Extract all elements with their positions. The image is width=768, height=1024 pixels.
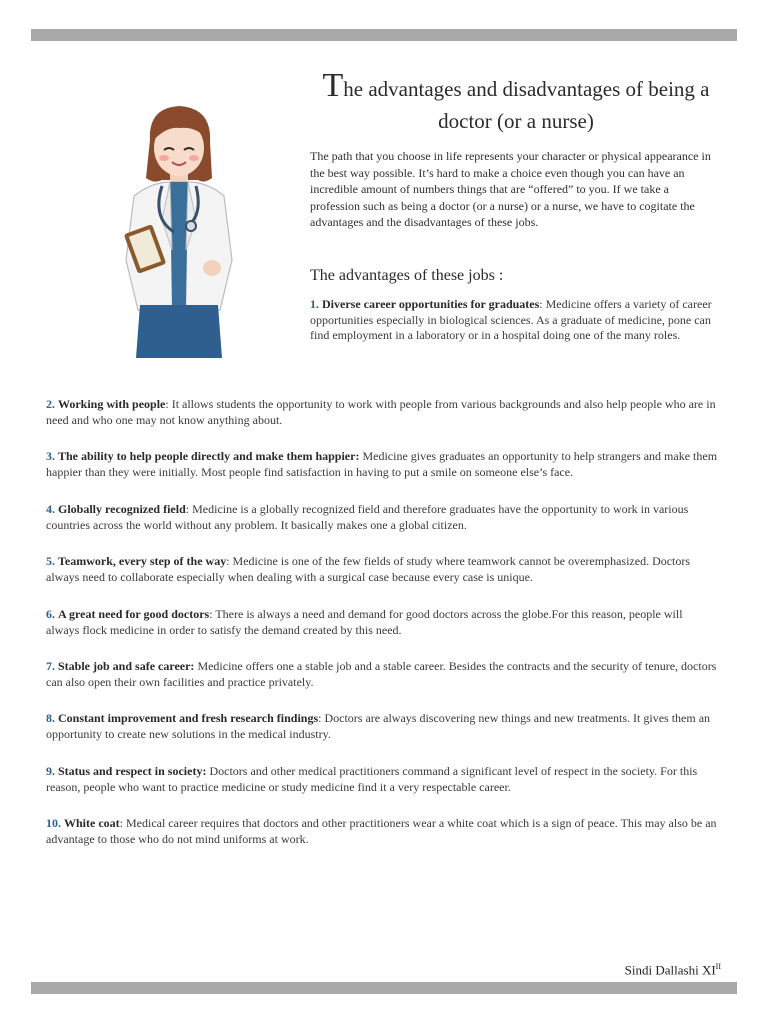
item-text: Doctors and other medical practitioners command a significant level of respect in the society. For this reason, people who want to practice medicine or study medicine find it a very respectable career. [46, 764, 698, 794]
signature-name: Sindi Dallashi XI [624, 962, 716, 978]
intro-paragraph: The path that you choose in life represents your character or physical appearance in the best way possible. It’s hard to make a choice even though you can have an incredible amount of numbers things that are “offered” to you. If we take a profession such as being a doctor (or a nurse) or a nurse, we have to cogitate the advantages and the disadvantages of these jobs. [310, 149, 711, 229]
item-number: 2. [46, 397, 55, 411]
list-item [46, 763, 718, 795]
item-text: Medicine offers one a stable job and a stable career. Besides the contracts and the security of tenure, doctors can also open their own facilities and practice privately. [46, 659, 717, 689]
list-item [46, 396, 718, 428]
item-term: Globally recognized field [58, 502, 186, 516]
item-term: Stable job and safe career: [58, 659, 195, 673]
list-item [46, 501, 718, 533]
item-text: : Medicine is one of the few fields of study where teamwork cannot be overemphasized. Doctors always need to collaborate especially when dealing with a surgical case because every case is unique. [46, 554, 691, 584]
item-number: 1. [310, 297, 319, 311]
item-text: : It allows students the opportunity to work with people from various backgrounds and also help people who are in need and who one may not know anything about. [46, 397, 716, 427]
item-term: Teamwork, every step of the way [58, 554, 227, 568]
item-number: 10. [46, 816, 61, 830]
list-item [46, 710, 718, 742]
title-dropcap: T [322, 67, 344, 104]
item-text: : Medicine offers a variety of career opportunities especially in biological sciences. As a graduate of medicine, pone can find employment in a laboratory or in a hospital doing one of the many roles. [310, 297, 712, 342]
item-term: White coat [64, 816, 120, 830]
item-text: : Doctors are always discovering new things and new treatments. It gives them an opportunity to create new solutions in the medical industry. [46, 711, 711, 741]
item-text: : Medicine is a globally recognized field and therefore graduates have the opportunity to work in various countries across the world without any problem. It basically makes one a global citizen. [46, 502, 689, 532]
author-signature [625, 962, 721, 978]
item-number: 6. [46, 607, 55, 621]
list-item [46, 606, 718, 638]
item-term: Diverse career opportunities for graduates [322, 297, 540, 311]
signature-superscript: II [715, 962, 721, 971]
list-item [46, 448, 718, 480]
bottom-border [31, 982, 737, 994]
item-number: 4. [46, 502, 55, 516]
item-text: : There is always a need and demand for good doctors across the globe.For this reason, people will always flock medicine in order to satisfy the demand created by this need. [46, 607, 683, 637]
item-term: Working with people [58, 397, 166, 411]
item-number: 8. [46, 711, 55, 725]
item-term: Status and respect in society: [58, 764, 207, 778]
top-border [31, 29, 737, 41]
list-item [310, 297, 722, 344]
item-term: Constant improvement and fresh research findings [58, 711, 319, 725]
page-title [310, 67, 722, 137]
item-term: The ability to help people directly and make them happier: [58, 449, 360, 463]
item-number: 5. [46, 554, 55, 568]
list-item [46, 658, 718, 690]
title-text: he advantages and disadvantages of being a doctor (or a nurse) [343, 77, 710, 133]
item-number: 3. [46, 449, 55, 463]
list-item [46, 553, 718, 585]
item-number: 7. [46, 659, 55, 673]
item-text: : Medical career requires that doctors and other practitioners wear a white coat which is a sign of peace. This may also be an advantage to those who do not mind uniforms at work. [46, 816, 717, 846]
list-item [46, 815, 718, 847]
item-term: A great need for good doctors [58, 607, 210, 621]
doctor-illustration [112, 100, 247, 365]
item-number: 9. [46, 764, 55, 778]
item-text: Medicine gives graduates an opportunity to help strangers and make them happier than they were initially. Most people find satisfaction in having to put a smile on someone else’s face. [46, 449, 718, 479]
advantages-heading: The advantages of these jobs : [310, 267, 504, 284]
